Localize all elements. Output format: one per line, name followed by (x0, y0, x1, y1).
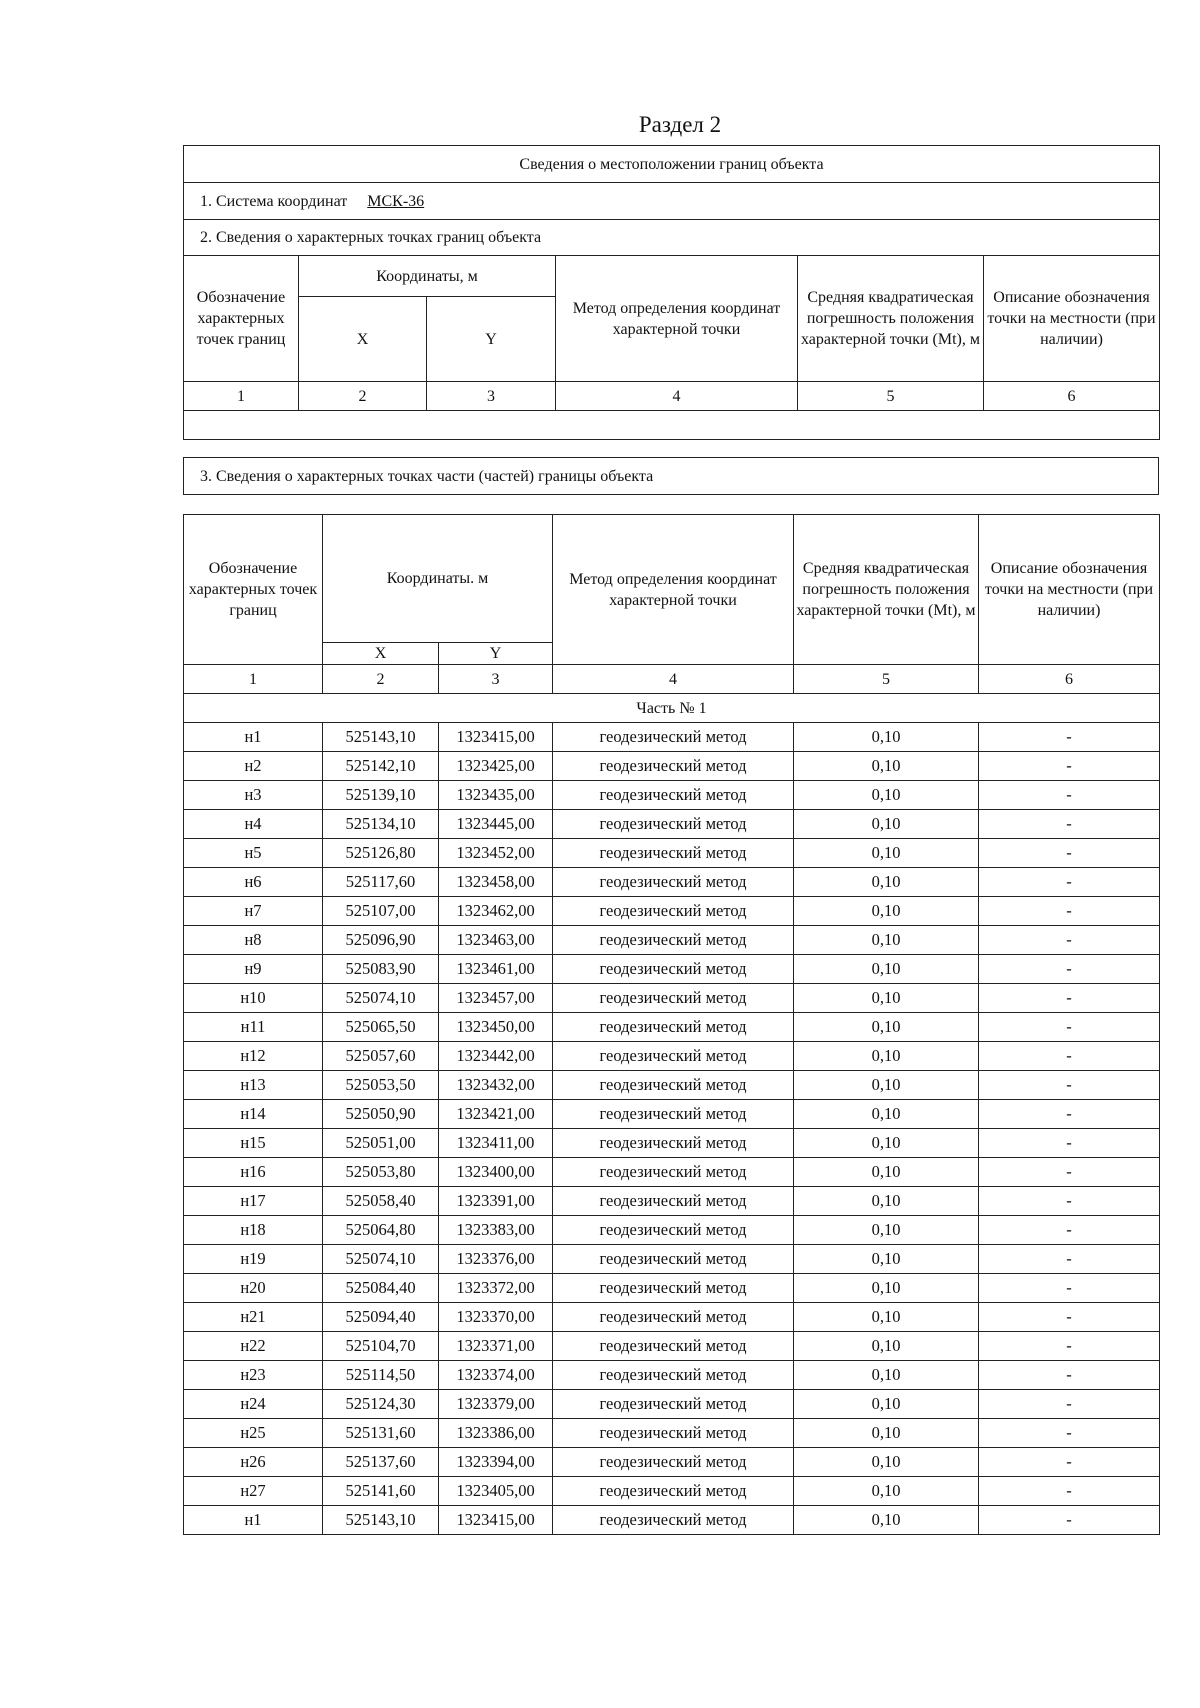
point-method-cell: геодезический метод (553, 723, 794, 752)
point-error-cell: 0,10 (794, 781, 979, 810)
sec2-col-number: 3 (427, 382, 556, 411)
point-description-cell: - (979, 1100, 1160, 1129)
point-name-cell: н12 (184, 1042, 323, 1071)
table-row (184, 984, 1160, 1013)
table-row (184, 1448, 1160, 1477)
point-x-cell: 525065,50 (323, 1013, 439, 1042)
sec2-points-heading: 2. Сведения о характерных точках границ объекта (184, 220, 1160, 256)
point-y-cell: 1323461,00 (439, 955, 553, 984)
point-x-cell: 525053,50 (323, 1071, 439, 1100)
sec3-heading: 3. Сведения о характерных точках части (частей) границы объекта (184, 458, 1159, 495)
point-name-cell: н21 (184, 1303, 323, 1332)
point-x-cell: 525058,40 (323, 1187, 439, 1216)
point-error-cell: 0,10 (794, 810, 979, 839)
point-name-cell: н17 (184, 1187, 323, 1216)
point-y-cell: 1323394,00 (439, 1448, 553, 1477)
boundaries-table (183, 145, 1160, 440)
point-method-cell: геодезический метод (553, 1245, 794, 1274)
point-name-cell: н2 (184, 752, 323, 781)
point-y-cell: 1323391,00 (439, 1187, 553, 1216)
point-description-cell: - (979, 897, 1160, 926)
part-label: Часть № 1 (184, 694, 1160, 723)
point-x-cell: 525142,10 (323, 752, 439, 781)
point-error-cell: 0,10 (794, 839, 979, 868)
point-method-cell: геодезический метод (553, 1419, 794, 1448)
point-x-cell: 525094,40 (323, 1303, 439, 1332)
point-method-cell: геодезический метод (553, 781, 794, 810)
section-title: Раздел 2 (638, 112, 722, 137)
point-y-cell: 1323421,00 (439, 1100, 553, 1129)
point-error-cell: 0,10 (794, 1477, 979, 1506)
point-y-cell: 1323405,00 (439, 1477, 553, 1506)
point-y-cell: 1323374,00 (439, 1361, 553, 1390)
point-description-cell: - (979, 1042, 1160, 1071)
point-x-cell: 525117,60 (323, 868, 439, 897)
points-body (184, 723, 1160, 1535)
sec3-col-number: 6 (979, 665, 1160, 694)
table-row (184, 1129, 1160, 1158)
table-row (184, 1361, 1160, 1390)
point-method-cell: геодезический метод (553, 1071, 794, 1100)
point-x-cell: 525064,80 (323, 1216, 439, 1245)
point-description-cell: - (979, 810, 1160, 839)
point-error-cell: 0,10 (794, 1042, 979, 1071)
point-method-cell: геодезический метод (553, 1013, 794, 1042)
point-x-cell: 525124,30 (323, 1390, 439, 1419)
sec2-empty-row (184, 411, 1160, 440)
point-y-cell: 1323400,00 (439, 1158, 553, 1187)
table-row (184, 1158, 1160, 1187)
point-description-cell: - (979, 1506, 1160, 1535)
sec3-col-error: Средняя квадратическая погрешность положения характерной точки (Mt), м (794, 515, 979, 665)
point-method-cell: геодезический метод (553, 1332, 794, 1361)
point-description-cell: - (979, 1187, 1160, 1216)
point-name-cell: н25 (184, 1419, 323, 1448)
point-x-cell: 525107,00 (323, 897, 439, 926)
point-x-cell: 525141,60 (323, 1477, 439, 1506)
point-method-cell: геодезический метод (553, 926, 794, 955)
point-error-cell: 0,10 (794, 1100, 979, 1129)
table-row (184, 1245, 1160, 1274)
table-row (184, 1506, 1160, 1535)
point-x-cell: 525083,90 (323, 955, 439, 984)
sec2-col-number: 5 (798, 382, 984, 411)
point-description-cell: - (979, 781, 1160, 810)
sec3-col-number: 3 (439, 665, 553, 694)
point-error-cell: 0,10 (794, 1332, 979, 1361)
point-description-cell: - (979, 955, 1160, 984)
point-method-cell: геодезический метод (553, 1187, 794, 1216)
table-row (184, 955, 1160, 984)
point-x-cell: 525084,40 (323, 1274, 439, 1303)
point-x-cell: 525137,60 (323, 1448, 439, 1477)
point-x-cell: 525057,60 (323, 1042, 439, 1071)
point-name-cell: н7 (184, 897, 323, 926)
point-description-cell: - (979, 1071, 1160, 1100)
point-name-cell: н23 (184, 1361, 323, 1390)
point-error-cell: 0,10 (794, 1071, 979, 1100)
point-name-cell: н13 (184, 1071, 323, 1100)
sec3-col-number: 5 (794, 665, 979, 694)
point-name-cell: н22 (184, 1332, 323, 1361)
point-name-cell: н1 (184, 1506, 323, 1535)
point-y-cell: 1323452,00 (439, 839, 553, 868)
sec3-col-y: Y (439, 643, 553, 665)
sec2-col-error: Средняя квадратическая погрешность положения характерной точки (Mt), м (798, 256, 984, 382)
point-y-cell: 1323415,00 (439, 723, 553, 752)
table-row (184, 1332, 1160, 1361)
sec2-col-designation: Обозначение характерных точек границ (184, 256, 299, 382)
point-name-cell: н20 (184, 1274, 323, 1303)
point-y-cell: 1323463,00 (439, 926, 553, 955)
table-row (184, 810, 1160, 839)
sec3-col-description: Описание обозначения точки на местности (при наличии) (979, 515, 1160, 665)
point-method-cell: геодезический метод (553, 984, 794, 1013)
point-name-cell: н9 (184, 955, 323, 984)
point-y-cell: 1323383,00 (439, 1216, 553, 1245)
point-description-cell: - (979, 1477, 1160, 1506)
point-error-cell: 0,10 (794, 897, 979, 926)
point-error-cell: 0,10 (794, 1245, 979, 1274)
point-y-cell: 1323432,00 (439, 1071, 553, 1100)
point-x-cell: 525114,50 (323, 1361, 439, 1390)
point-x-cell: 525050,90 (323, 1100, 439, 1129)
point-method-cell: геодезический метод (553, 1216, 794, 1245)
sec3-col-designation: Обозначение характерных точек границ (184, 515, 323, 665)
point-error-cell: 0,10 (794, 1390, 979, 1419)
point-y-cell: 1323411,00 (439, 1129, 553, 1158)
point-error-cell: 0,10 (794, 1013, 979, 1042)
point-name-cell: н1 (184, 723, 323, 752)
sec2-col-number: 4 (556, 382, 798, 411)
point-description-cell: - (979, 1274, 1160, 1303)
table-row (184, 1071, 1160, 1100)
point-x-cell: 525096,90 (323, 926, 439, 955)
point-method-cell: геодезический метод (553, 1477, 794, 1506)
point-method-cell: геодезический метод (553, 1129, 794, 1158)
point-name-cell: н5 (184, 839, 323, 868)
coord-system-label: 1. Система координат (200, 192, 348, 210)
table-row (184, 1419, 1160, 1448)
point-name-cell: н4 (184, 810, 323, 839)
point-x-cell: 525053,80 (323, 1158, 439, 1187)
point-y-cell: 1323445,00 (439, 810, 553, 839)
point-name-cell: н14 (184, 1100, 323, 1129)
sec3-col-number: 1 (184, 665, 323, 694)
point-description-cell: - (979, 1129, 1160, 1158)
point-error-cell: 0,10 (794, 1274, 979, 1303)
point-name-cell: н11 (184, 1013, 323, 1042)
point-error-cell: 0,10 (794, 1506, 979, 1535)
point-error-cell: 0,10 (794, 984, 979, 1013)
point-name-cell: н10 (184, 984, 323, 1013)
table-row (184, 926, 1160, 955)
table-row (184, 868, 1160, 897)
point-method-cell: геодезический метод (553, 897, 794, 926)
point-error-cell: 0,10 (794, 1187, 979, 1216)
point-method-cell: геодезический метод (553, 1448, 794, 1477)
point-y-cell: 1323425,00 (439, 752, 553, 781)
point-method-cell: геодезический метод (553, 1303, 794, 1332)
point-y-cell: 1323379,00 (439, 1390, 553, 1419)
point-method-cell: геодезический метод (553, 810, 794, 839)
parts-points-table (183, 514, 1160, 1535)
table-row (184, 723, 1160, 752)
point-description-cell: - (979, 1419, 1160, 1448)
point-x-cell: 525143,10 (323, 723, 439, 752)
point-description-cell: - (979, 1013, 1160, 1042)
sec2-col-x: X (299, 297, 427, 382)
table-row (184, 752, 1160, 781)
point-method-cell: геодезический метод (553, 1361, 794, 1390)
point-error-cell: 0,10 (794, 723, 979, 752)
point-error-cell: 0,10 (794, 1419, 979, 1448)
point-y-cell: 1323371,00 (439, 1332, 553, 1361)
point-description-cell: - (979, 839, 1160, 868)
point-error-cell: 0,10 (794, 1303, 979, 1332)
table-row (184, 1303, 1160, 1332)
point-x-cell: 525139,10 (323, 781, 439, 810)
point-y-cell: 1323462,00 (439, 897, 553, 926)
point-error-cell: 0,10 (794, 955, 979, 984)
point-error-cell: 0,10 (794, 1158, 979, 1187)
point-name-cell: н15 (184, 1129, 323, 1158)
point-description-cell: - (979, 984, 1160, 1013)
point-method-cell: геодезический метод (553, 752, 794, 781)
sec3-col-x: X (323, 643, 439, 665)
point-method-cell: геодезический метод (553, 1506, 794, 1535)
table-row (184, 1390, 1160, 1419)
sec2-heading: Сведения о местоположении границ объекта (184, 146, 1160, 183)
point-method-cell: геодезический метод (553, 839, 794, 868)
point-description-cell: - (979, 1158, 1160, 1187)
point-x-cell: 525131,60 (323, 1419, 439, 1448)
point-y-cell: 1323458,00 (439, 868, 553, 897)
sec2-col-description: Описание обозначения точки на местности (при наличии) (984, 256, 1160, 382)
table-row (184, 839, 1160, 868)
point-y-cell: 1323386,00 (439, 1419, 553, 1448)
point-y-cell: 1323376,00 (439, 1245, 553, 1274)
point-method-cell: геодезический метод (553, 1390, 794, 1419)
point-description-cell: - (979, 723, 1160, 752)
table-row (184, 1013, 1160, 1042)
table-row (184, 1187, 1160, 1216)
point-name-cell: н3 (184, 781, 323, 810)
table-row (184, 897, 1160, 926)
point-description-cell: - (979, 1332, 1160, 1361)
point-name-cell: н8 (184, 926, 323, 955)
table-row (184, 1477, 1160, 1506)
sec3-col-coords: Координаты. м (323, 515, 553, 643)
table-row (184, 781, 1160, 810)
sec2-col-number: 1 (184, 382, 299, 411)
point-method-cell: геодезический метод (553, 1100, 794, 1129)
point-description-cell: - (979, 1216, 1160, 1245)
point-error-cell: 0,10 (794, 1216, 979, 1245)
point-y-cell: 1323435,00 (439, 781, 553, 810)
point-description-cell: - (979, 1390, 1160, 1419)
sec3-col-number: 4 (553, 665, 794, 694)
point-y-cell: 1323457,00 (439, 984, 553, 1013)
point-error-cell: 0,10 (794, 1129, 979, 1158)
point-y-cell: 1323442,00 (439, 1042, 553, 1071)
point-x-cell: 525143,10 (323, 1506, 439, 1535)
point-name-cell: н26 (184, 1448, 323, 1477)
point-method-cell: геодезический метод (553, 1042, 794, 1071)
point-x-cell: 525134,10 (323, 810, 439, 839)
point-description-cell: - (979, 752, 1160, 781)
point-y-cell: 1323415,00 (439, 1506, 553, 1535)
point-name-cell: н24 (184, 1390, 323, 1419)
sec2-col-y: Y (427, 297, 556, 382)
sec2-col-coords: Координаты, м (299, 256, 556, 297)
point-method-cell: геодезический метод (553, 1274, 794, 1303)
coord-system-value: МСК-36 (367, 192, 425, 210)
sec3-col-method: Метод определения координат характерной точки (553, 515, 794, 665)
point-description-cell: - (979, 868, 1160, 897)
point-method-cell: геодезический метод (553, 955, 794, 984)
sec2-col-number: 6 (984, 382, 1160, 411)
point-x-cell: 525104,70 (323, 1332, 439, 1361)
point-x-cell: 525126,80 (323, 839, 439, 868)
point-name-cell: н16 (184, 1158, 323, 1187)
table-row (184, 1216, 1160, 1245)
coord-system-row (184, 183, 1160, 220)
table-row (184, 1042, 1160, 1071)
point-y-cell: 1323372,00 (439, 1274, 553, 1303)
point-description-cell: - (979, 926, 1160, 955)
point-error-cell: 0,10 (794, 926, 979, 955)
point-name-cell: н27 (184, 1477, 323, 1506)
sec2-col-method: Метод определения координат характерной точки (556, 256, 798, 382)
parts-heading-box (183, 457, 1159, 495)
point-method-cell: геодезический метод (553, 1158, 794, 1187)
point-name-cell: н18 (184, 1216, 323, 1245)
point-description-cell: - (979, 1448, 1160, 1477)
table-row (184, 1100, 1160, 1129)
point-x-cell: 525074,10 (323, 1245, 439, 1274)
point-x-cell: 525051,00 (323, 1129, 439, 1158)
point-error-cell: 0,10 (794, 1448, 979, 1477)
sec3-col-number: 2 (323, 665, 439, 694)
point-description-cell: - (979, 1245, 1160, 1274)
table-row (184, 1274, 1160, 1303)
point-description-cell: - (979, 1303, 1160, 1332)
point-name-cell: н19 (184, 1245, 323, 1274)
point-error-cell: 0,10 (794, 1361, 979, 1390)
point-name-cell: н6 (184, 868, 323, 897)
point-method-cell: геодезический метод (553, 868, 794, 897)
point-description-cell: - (979, 1361, 1160, 1390)
point-error-cell: 0,10 (794, 868, 979, 897)
point-y-cell: 1323370,00 (439, 1303, 553, 1332)
point-y-cell: 1323450,00 (439, 1013, 553, 1042)
sec2-col-number: 2 (299, 382, 427, 411)
point-x-cell: 525074,10 (323, 984, 439, 1013)
point-error-cell: 0,10 (794, 752, 979, 781)
